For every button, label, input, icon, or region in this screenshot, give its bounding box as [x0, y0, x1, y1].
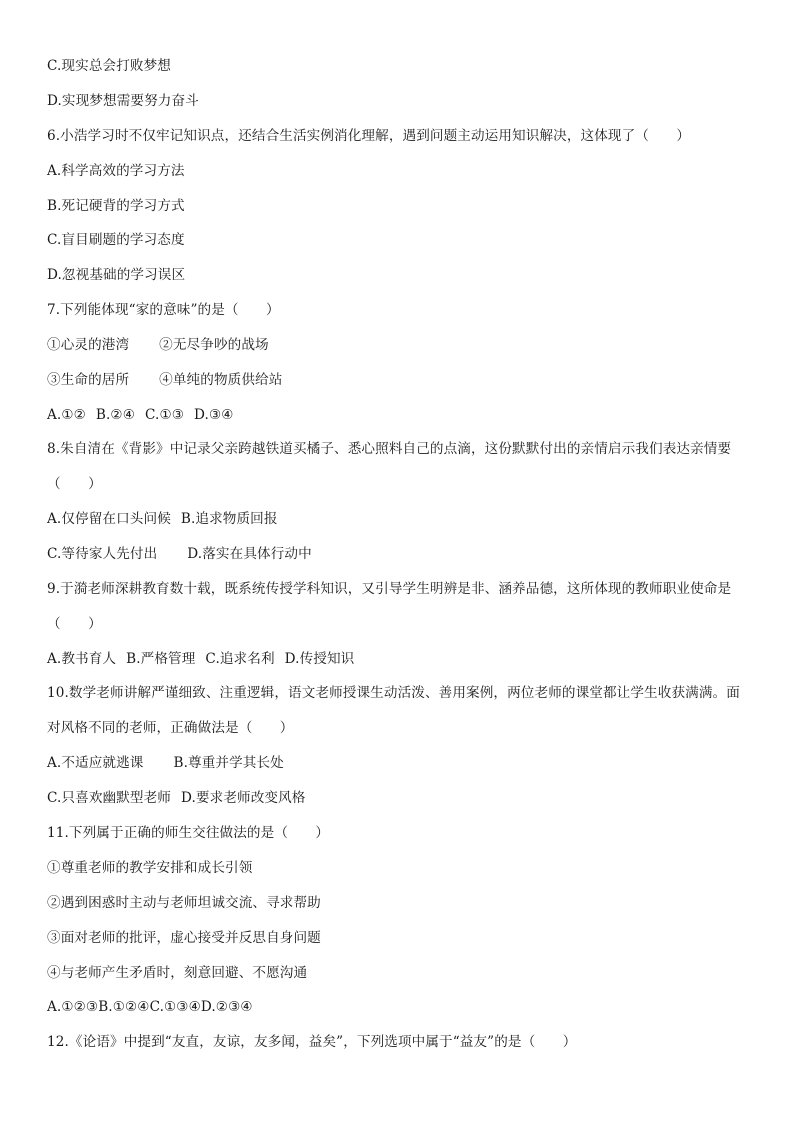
q9-options: [47, 649, 756, 669]
q11-item-4: ④与老师产生矛盾时，刻意回避、不愿沟通: [47, 965, 308, 981]
q10-options-row2: [47, 788, 756, 808]
q7-item-1: ①心灵的港湾: [47, 337, 130, 353]
q8-answer-paren: （ ）: [47, 476, 102, 492]
q9-answer-paren: （ ）: [47, 616, 102, 632]
q7-option-c: C.①③: [145, 407, 185, 423]
q6-stem: 6.小浩学习时不仅牢记知识点，还结合生活实例消化理解，遇到问题主动运用知识解决，这体现了（ ）: [47, 128, 691, 144]
q5-option-c: C.现实总会打败梦想: [47, 58, 171, 74]
q10-options-row1: [47, 753, 756, 773]
q10-option-b: B.尊重并学其长处: [173, 755, 284, 771]
q11-options: A.①②③B.①②④C.①③④D.②③④: [47, 999, 253, 1015]
q7-stem: 7.下列能体现“家的意味”的是（ ）: [47, 302, 280, 318]
q8-option-d: D.落实在具体行动中: [187, 546, 312, 562]
q11-item-2: ②遇到困惑时主动与老师坦诚交流、寻求帮助: [47, 895, 321, 911]
q9-option-d: D.传授知识: [284, 651, 355, 667]
q11-item-1: ①尊重老师的教学安排和成长引领: [47, 860, 253, 876]
q10-option-a: A.不适应就逃课: [47, 755, 144, 771]
q7-item-4: ④单纯的物质供给站: [159, 372, 283, 388]
q8-option-a: A.仅停留在口头问候: [47, 511, 171, 527]
q6-option-c: C.盲目刷题的学习态度: [47, 232, 185, 248]
q7-option-d: D.③④: [194, 407, 234, 423]
q6-option-b: B.死记硬背的学习方式: [47, 198, 185, 214]
q7-item-3: ③生命的居所: [47, 372, 130, 388]
q7-items-row1: [47, 335, 756, 355]
q8-options-row1: [47, 509, 756, 529]
q7-options: [47, 405, 756, 425]
q9-option-a: A.教书育人: [47, 651, 117, 667]
q8-options-row2: [47, 544, 756, 564]
q11-item-3: ③面对老师的批评，虚心接受并反思自身问题: [47, 930, 321, 946]
q5-option-d: D.实现梦想需要努力奋斗: [47, 93, 199, 109]
q8-stem: 8.朱自清在《背影》中记录父亲跨越铁道买橘子、悉心照料自己的点滴，这份默默付出的亲情启示我们表达亲情要: [47, 441, 732, 457]
q11-stem: 11.下列属于正确的师生交往做法的是（ ）: [47, 825, 330, 841]
q9-stem: 9.于漪老师深耕教育数十载，既系统传授学科知识，又引导学生明辨是非、涵养品德，这所体现的教师职业使命是: [47, 581, 732, 597]
q10-stem-line1: 10.数学老师讲解严谨细致、注重逻辑，语文老师授课生动活泼、善用案例，两位老师的课堂都让学生收获满满。面: [47, 685, 740, 701]
q9-option-c: C.追求名利: [205, 651, 275, 667]
q10-option-c: C.只喜欢幽默型老师: [47, 790, 171, 806]
q8-option-b: B.追求物质回报: [180, 511, 278, 527]
q10-option-d: D.要求老师改变风格: [181, 790, 306, 806]
q6-option-d: D.忽视基础的学习误区: [47, 267, 186, 283]
q7-option-a: A.①②: [47, 407, 86, 423]
q7-items-row2: [47, 370, 756, 390]
q12-stem: 12.《论语》中提到“友直，友谅，友多闻，益矣”，下列选项中属于“益友”的是（ ）: [47, 1034, 577, 1050]
q8-option-c: C.等待家人先付出: [47, 546, 158, 562]
q9-option-b: B.严格管理: [126, 651, 196, 667]
q7-item-2: ②无尽争吵的战场: [159, 337, 269, 353]
q6-option-a: A.科学高效的学习方法: [47, 163, 185, 179]
q7-option-b: B.②④: [95, 407, 136, 423]
q10-stem-line2: 对风格不同的老师，正确做法是（ ）: [47, 720, 294, 736]
